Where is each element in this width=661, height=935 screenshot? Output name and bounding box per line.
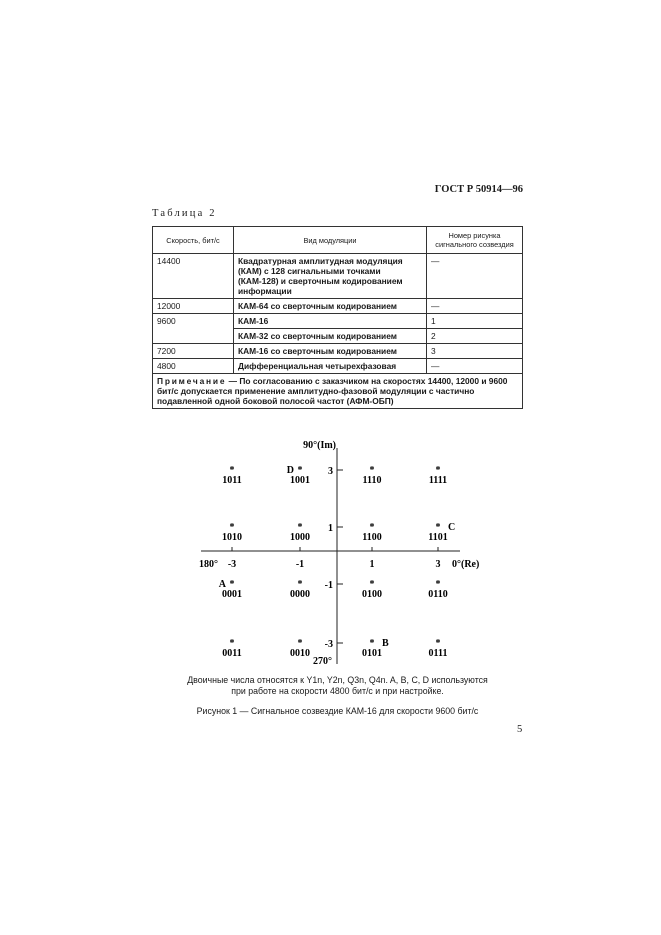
point-marker: * — [229, 579, 235, 590]
point-marker: * — [229, 638, 235, 649]
point-marker: * — [229, 522, 235, 533]
constellation-point — [222, 638, 241, 659]
x-tick-label: -1 — [295, 559, 305, 570]
cell-modulation: Дифференциальная четырехфазовая — [234, 359, 427, 374]
figure-description-line-2: при работе на скорости 4800 бит/с и при настройке. — [231, 686, 444, 696]
x-tick-label: 1 — [369, 559, 375, 570]
page-number: 5 — [517, 724, 523, 735]
cell-speed: 12000 — [153, 299, 234, 314]
cell-figure: 2 — [427, 329, 523, 344]
constellation-point — [219, 579, 242, 600]
cell-speed: 14400 — [153, 254, 234, 299]
point-letter-label: C — [448, 522, 456, 533]
point-marker: * — [435, 579, 441, 590]
constellation-point — [222, 522, 242, 543]
y-tick-label: 1 — [328, 523, 333, 534]
note-text: — По согласованию с заказчиком на скоростях 14400, 12000 и 9600 бит/с допускается применение амплитудно-фазовой модуляции с частично подавленной одной боковой полосой частот (АФМ-ОБП) — [157, 376, 508, 406]
constellation-point — [362, 579, 382, 600]
cell-speed: 7200 — [153, 344, 234, 359]
constellation-point — [429, 465, 447, 486]
axis-label-top: 90°(Im) — [303, 440, 336, 451]
cell-figure: — — [427, 299, 523, 314]
point-code: 0111 — [428, 648, 448, 659]
point-marker: * — [435, 465, 441, 476]
cell-figure: — — [427, 254, 523, 299]
point-code: 1110 — [362, 475, 382, 486]
point-code: 1100 — [362, 532, 382, 543]
point-code: 1111 — [428, 475, 448, 486]
figure-description — [152, 675, 523, 697]
cell-modulation: Квадратурная амплитудная модуляция (КАМ) с 128 сигнальными точками (КАМ-128) и сверточным кодированием информации — [234, 254, 427, 299]
point-code: 1000 — [290, 532, 310, 543]
point-marker: * — [369, 465, 375, 476]
point-letter-label: D — [286, 465, 294, 476]
point-letter-label: B — [382, 638, 389, 649]
point-marker: * — [435, 522, 441, 533]
x-tick-label: -3 — [227, 559, 237, 570]
constellation-point — [287, 465, 310, 486]
point-marker: * — [297, 522, 303, 533]
cell-modulation: КАМ-64 со сверточным кодированием — [234, 299, 427, 314]
point-code: 0001 — [222, 589, 242, 600]
cell-figure: 1 — [427, 314, 523, 329]
figure-caption: Рисунок 1 — Сигнальное созвездие КАМ-16 для скорости 9600 бит/с — [196, 706, 479, 716]
axis-label-right: 0°(Re) — [452, 559, 480, 570]
x-tick-label: 3 — [435, 559, 441, 570]
constellation-point — [362, 638, 389, 659]
point-marker: * — [369, 579, 375, 590]
point-marker: * — [297, 465, 303, 476]
y-tick-label: -3 — [324, 639, 333, 650]
constellation-point — [428, 579, 447, 600]
point-code: 0010 — [290, 648, 310, 659]
point-code: 0101 — [362, 648, 382, 659]
point-marker: * — [369, 522, 375, 533]
figure-description-line-1: Двоичные числа относятся к Y1n, Y2n, Q3n, Q4n. A, B, C, D используются — [187, 675, 488, 685]
point-code: 0011 — [222, 648, 242, 659]
constellation-point — [363, 465, 382, 486]
axis-label-left: 180° — [199, 559, 218, 570]
constellation-point — [222, 465, 241, 486]
constellation-point — [290, 638, 310, 659]
constellation-point — [429, 638, 448, 659]
cell-modulation: КАМ-16 — [234, 314, 427, 329]
cell-figure: 3 — [427, 344, 523, 359]
point-code: 1001 — [290, 475, 310, 486]
constellation-point — [290, 522, 310, 543]
point-code: 1101 — [428, 532, 448, 543]
point-marker: * — [297, 638, 303, 649]
header-speed: Скорость, бит/с — [153, 227, 234, 254]
point-code: 1010 — [222, 532, 242, 543]
point-code: 0110 — [428, 589, 448, 600]
point-marker: * — [369, 638, 375, 649]
standard-header: ГОСТ Р 50914—96 — [434, 184, 523, 195]
constellation-point — [290, 579, 310, 600]
point-code: 0100 — [362, 589, 382, 600]
y-tick-label: -1 — [324, 580, 333, 591]
point-marker: * — [435, 638, 441, 649]
cell-modulation: КАМ-32 со сверточным кодированием — [234, 329, 427, 344]
axis-ticks — [228, 466, 441, 650]
header-modulation: Вид модуляции — [234, 227, 427, 254]
point-marker: * — [229, 465, 235, 476]
point-letter-label: A — [218, 579, 226, 590]
point-code: 1011 — [222, 475, 242, 486]
point-code: 0000 — [290, 589, 310, 600]
cell-speed: 4800 — [153, 359, 234, 374]
point-marker: * — [297, 579, 303, 590]
table-caption: Таблица 2 — [152, 208, 217, 219]
constellation-point — [362, 522, 381, 543]
constellation-point — [428, 522, 455, 543]
cell-speed: 9600 — [153, 314, 234, 344]
header-figure-number: Номер рисунка сигнального созвездия — [427, 227, 523, 254]
y-tick-label: 3 — [328, 466, 333, 477]
cell-modulation: КАМ-16 со сверточным кодированием — [234, 344, 427, 359]
note-label: Примечание — [157, 376, 227, 386]
axis-label-bottom: 270° — [313, 656, 332, 667]
cell-figure: — — [427, 359, 523, 374]
